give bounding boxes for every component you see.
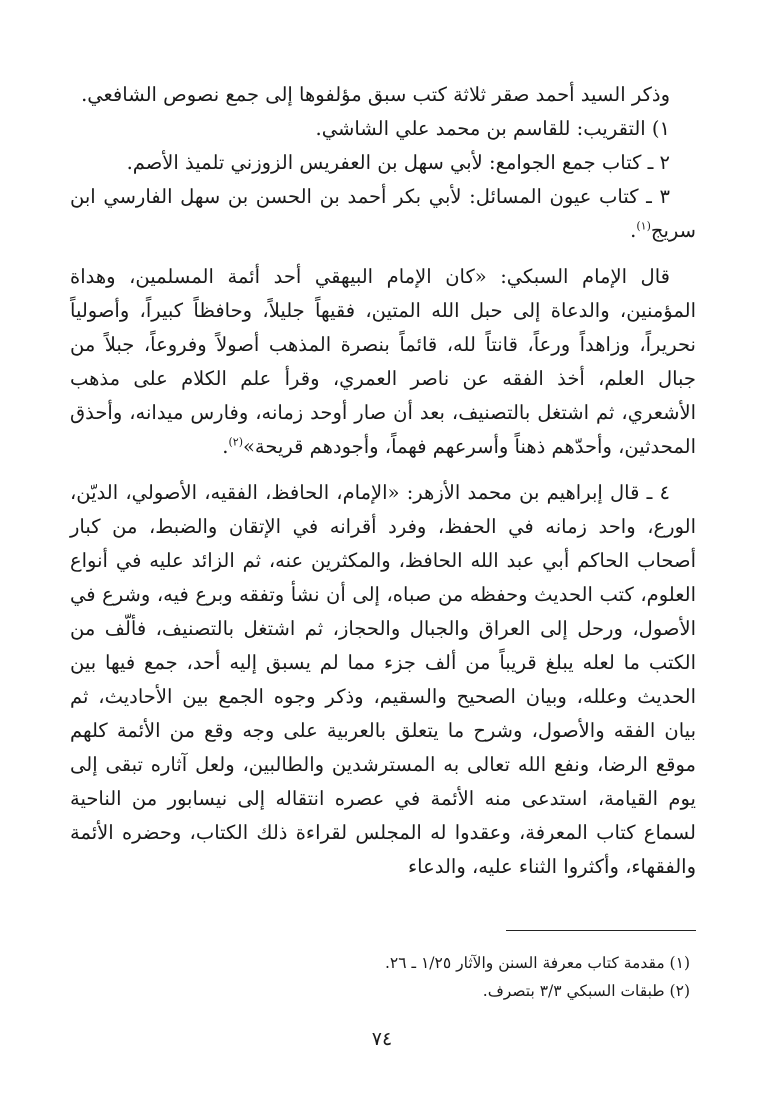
list-item-text: ٣ ـ كتاب عيون المسائل: لأبي بكر أحمد بن الحسن بن سهل الفارسي ابن سريج	[70, 185, 696, 242]
footnote-ref-1: (١)	[636, 219, 651, 233]
list-item-taqrib: ١) التقريب: للقاسم بن محمد علي الشاشي.	[315, 117, 670, 140]
list-item-uyun-al-masail	[70, 180, 696, 248]
page-body	[70, 78, 696, 884]
page-number: ٧٤	[371, 1028, 393, 1050]
intro-paragraph: وذكر السيد أحمد صقر ثلاثة كتب سبق مؤلفوها إلى جمع نصوص الشافعي.	[81, 83, 670, 106]
footnote-1: (١) مقدمة كتاب معرفة السنن والآثار ١/٢٥ ـ ٢٦.	[384, 954, 690, 972]
subki-quote-end: .	[222, 435, 229, 458]
footnote-2: (٢) طبقات السبكي ٣/٣ بتصرف.	[482, 982, 690, 1000]
subki-quote-text: قال الإمام السبكي: «كان الإمام البيهقي أحد أئمة المسلمين، وهداة المؤمنين، والدعاة إلى حبل الله المتين، فقيهاً جليلاً، وحافظاً كبيراً، وأصولياً نحريراً، وزاهداً ورعاً، قانتاً لله، قائماً بنصرة المذهب أصولاً وفروعاً، جبلاً من جبال العلم، أخذ الفقه عن ناصر العمري، وقرأ علم الكلام على مذهب الأشعري، ثم اشتغل بالتصنيف، بعد أن صار أوحد زمانه، وفارس ميدانه، وأحذق المحدثين، وأحدّهم ذهناً وأسرعهم فهماً، وأجودهم قريحة»	[70, 265, 696, 458]
subki-quote-paragraph	[70, 260, 696, 464]
footnotes	[70, 930, 696, 1005]
azhar-quote-paragraph: ٤ ـ قال إبراهيم بن محمد الأزهر: «الإمام، الحافظ، الفقيه، الأصولي، الديّن، الورع، واحد زمانه في الحفظ، وفرد أقرانه في الإتقان والضبط، من كبار أصحاب الحاكم أبي عبد الله الحافظ، والمكثرين عنه، ثم الزائد عليه في أنواع العلوم، كتب الحديث وحفظه من صباه، إلى أن نشأ وتفقه وبرع فيه، وشرع في الأصول، ورحل إلى العراق والجبال والحجاز، ثم اشتغل بالتصنيف، فألّف من الكتب ما لعله يبلغ قريباً من ألف جزء مما لم يسبق إليه أحد، جمع فيها بين الحديث وعلله، وبيان الصحيح والسقيم، وذكر وجوه الجمع بين الأحاديث، ثم بيان الفقه والأصول، وشرح ما يتعلق بالعربية على وجه وقع من الأئمة كلهم موقع الرضا، ونفع الله تعالى به المسترشدين والطالبين، ولعل آثاره تبقى إلى يوم القيامة، استدعى منه الأئمة في عصره انتقاله إلى نيسابور من الناحية لسماع كتاب المعرفة، وعقدوا له المجلس لقراءة ذلك الكتاب، وحضره الأئمة والفقهاء، وأكثروا الثناء عليه، والدعاء	[70, 481, 696, 878]
footnote-ref-2: (٢)	[228, 435, 243, 449]
list-item-jam-al-jawami: ٢ ـ كتاب جمع الجوامع: لأبي سهل بن العفريس الزوزني تلميذ الأصم.	[126, 151, 670, 174]
footnote-divider	[506, 930, 696, 931]
list-item-end: .	[630, 219, 637, 242]
